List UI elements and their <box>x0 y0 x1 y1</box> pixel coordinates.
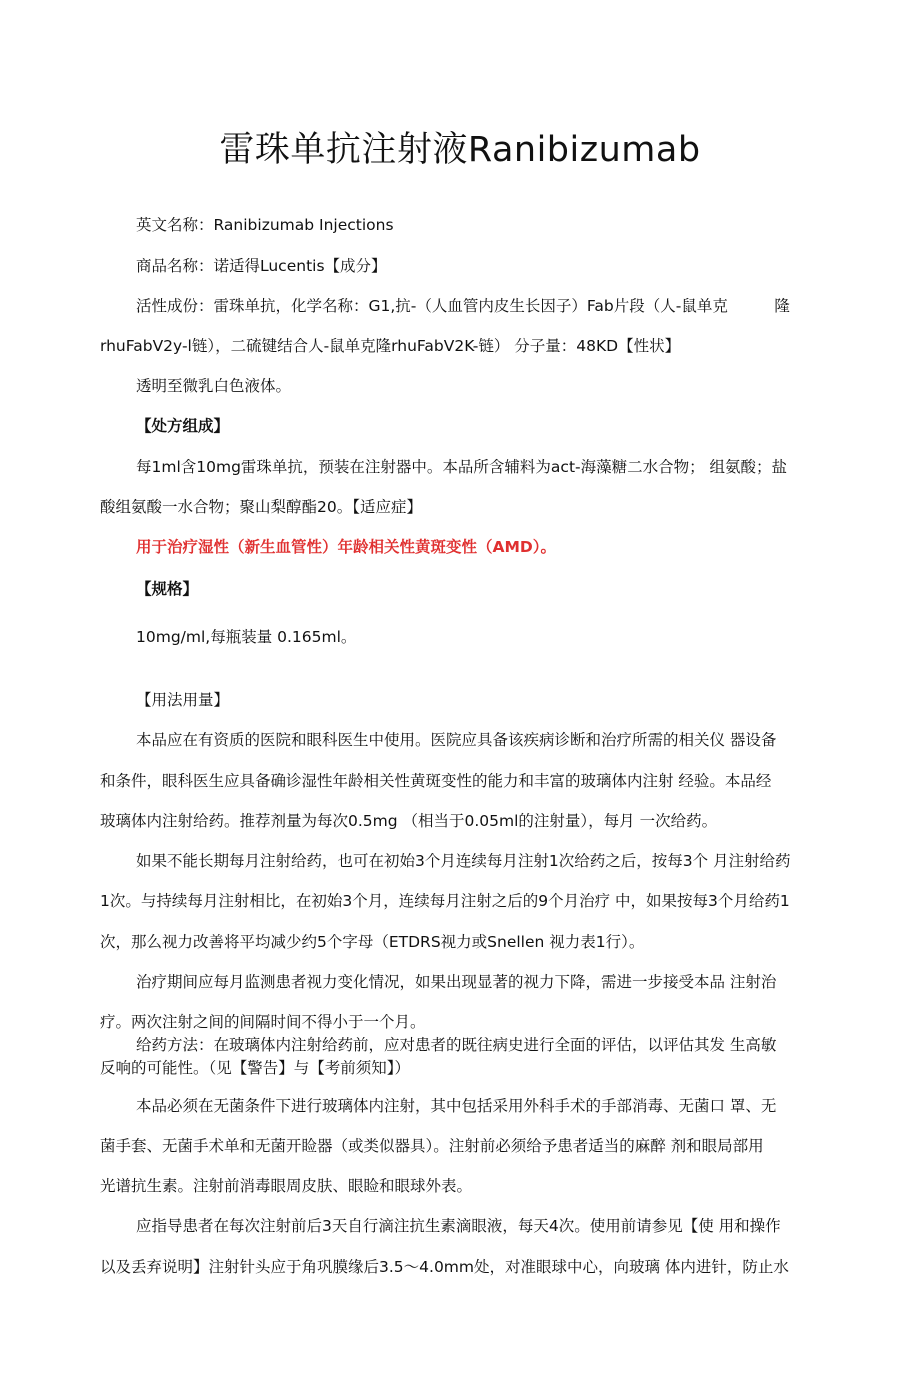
active-ingredient-line-2: rhuFabV2y-l链），二硫键结合人-鼠单克隆rhuFabV2K-链） 分子量：48KD【性状】 <box>100 337 681 355</box>
specification-line: 10mg/ml,每瓶装量 0.165ml。 <box>136 628 357 646</box>
indication-line: 用于治疗湿性（新生血管性）年龄相关性黄斑变性（AMD）。 <box>136 538 557 556</box>
formulation-line-1: 每1ml含10mg雷珠单抗，预装在注射器中。本品所含辅料为act-海藻糖二水合物； 组氨酸；盐 <box>136 458 788 476</box>
section-heading-formulation: 【处方组成】 <box>136 417 230 435</box>
trade-name-line: 商品名称：诺适得Lucentis【成分】 <box>136 257 387 275</box>
english-name-line: 英文名称：Ranibizumab Injections <box>136 216 394 234</box>
aseptic-p-line-2: 菌手套、无菌手术单和无菌开睑器（或类似器具）。注射前必须给予患者适当的麻醉 剂和眼局部用 <box>100 1137 764 1155</box>
properties-line: 透明至微乳白色液体。 <box>136 377 292 395</box>
aseptic-p-line-3: 光谱抗生素。注射前消毒眼周皮肤、眼睑和眼球外表。 <box>100 1177 473 1195</box>
instruction-p-line-2: 以及丢弃说明】注射针头应于角巩膜缘后3.5〜4.0mm处，对准眼球中心，向玻璃 体内进针，防止水 <box>100 1258 789 1276</box>
administration-line-1: 给药方法：在玻璃体内注射给药前，应对患者的既往病史进行全面的评估，以评估其发 生高敏 <box>136 1036 777 1054</box>
section-heading-specification: 【规格】 <box>136 580 199 598</box>
document-title: 雷珠单抗注射液Ranibizumab <box>219 130 701 170</box>
dosage-p1-line-2: 和条件，眼科医生应具备确诊湿性年龄相关性黄斑变性的能力和丰富的玻璃体内注射 经验。本品经 <box>100 772 772 790</box>
dosage-p2-line-2: 1次。与持续每月注射相比，在初始3个月，连续每月注射之后的9个月治疗 中，如果按每3个月给药1 <box>100 892 790 910</box>
formulation-line-2: 酸组氨酸一水合物；聚山梨醇酯20。【适应症】 <box>100 498 422 516</box>
section-heading-dosage: 【用法用量】 <box>136 691 230 709</box>
dosage-p1-line-3: 玻璃体内注射给药。推荐剂量为每次0.5mg （相当于0.05ml的注射量），每月 一次给药。 <box>100 812 718 830</box>
instruction-p-line-1: 应指导患者在每次注射前后3天自行滴注抗生素滴眼液，每天4次。使用前请参见【使 用和操作 <box>136 1217 781 1235</box>
dosage-p1-line-1: 本品应在有资质的医院和眼科医生中使用。医院应具备该疾病诊断和治疗所需的相关仪 器设备 <box>136 731 777 749</box>
dosage-p2-line-1: 如果不能长期每月注射给药，也可在初始3个月连续每月注射1次给药之后，按每3个 月注射给药 <box>136 852 791 870</box>
active-ingredient-line-1: 活性成份：雷珠单抗，化学名称：G1,抗-（人血管内皮生长因子）Fab片段（人-鼠单克 隆 <box>136 297 790 315</box>
dosage-p3-line-2: 疗。两次注射之间的间隔时间不得小于一个月。 <box>100 1013 426 1031</box>
dosage-p2-line-3: 次，那么视力改善将平均减少约5个字母（ETDRS视力或Snellen 视力表1行）。 <box>100 933 645 951</box>
aseptic-p-line-1: 本品必须在无菌条件下进行玻璃体内注射，其中包括采用外科手术的手部消毒、无菌口 罩、无 <box>136 1097 777 1115</box>
dosage-p3-line-1: 治疗期间应每月监测患者视力变化情况，如果出现显著的视力下降，需进一步接受本品 注射治 <box>136 973 777 991</box>
administration-line-2: 反响的可能性。（见【警告】与【考前须知】） <box>100 1059 411 1077</box>
